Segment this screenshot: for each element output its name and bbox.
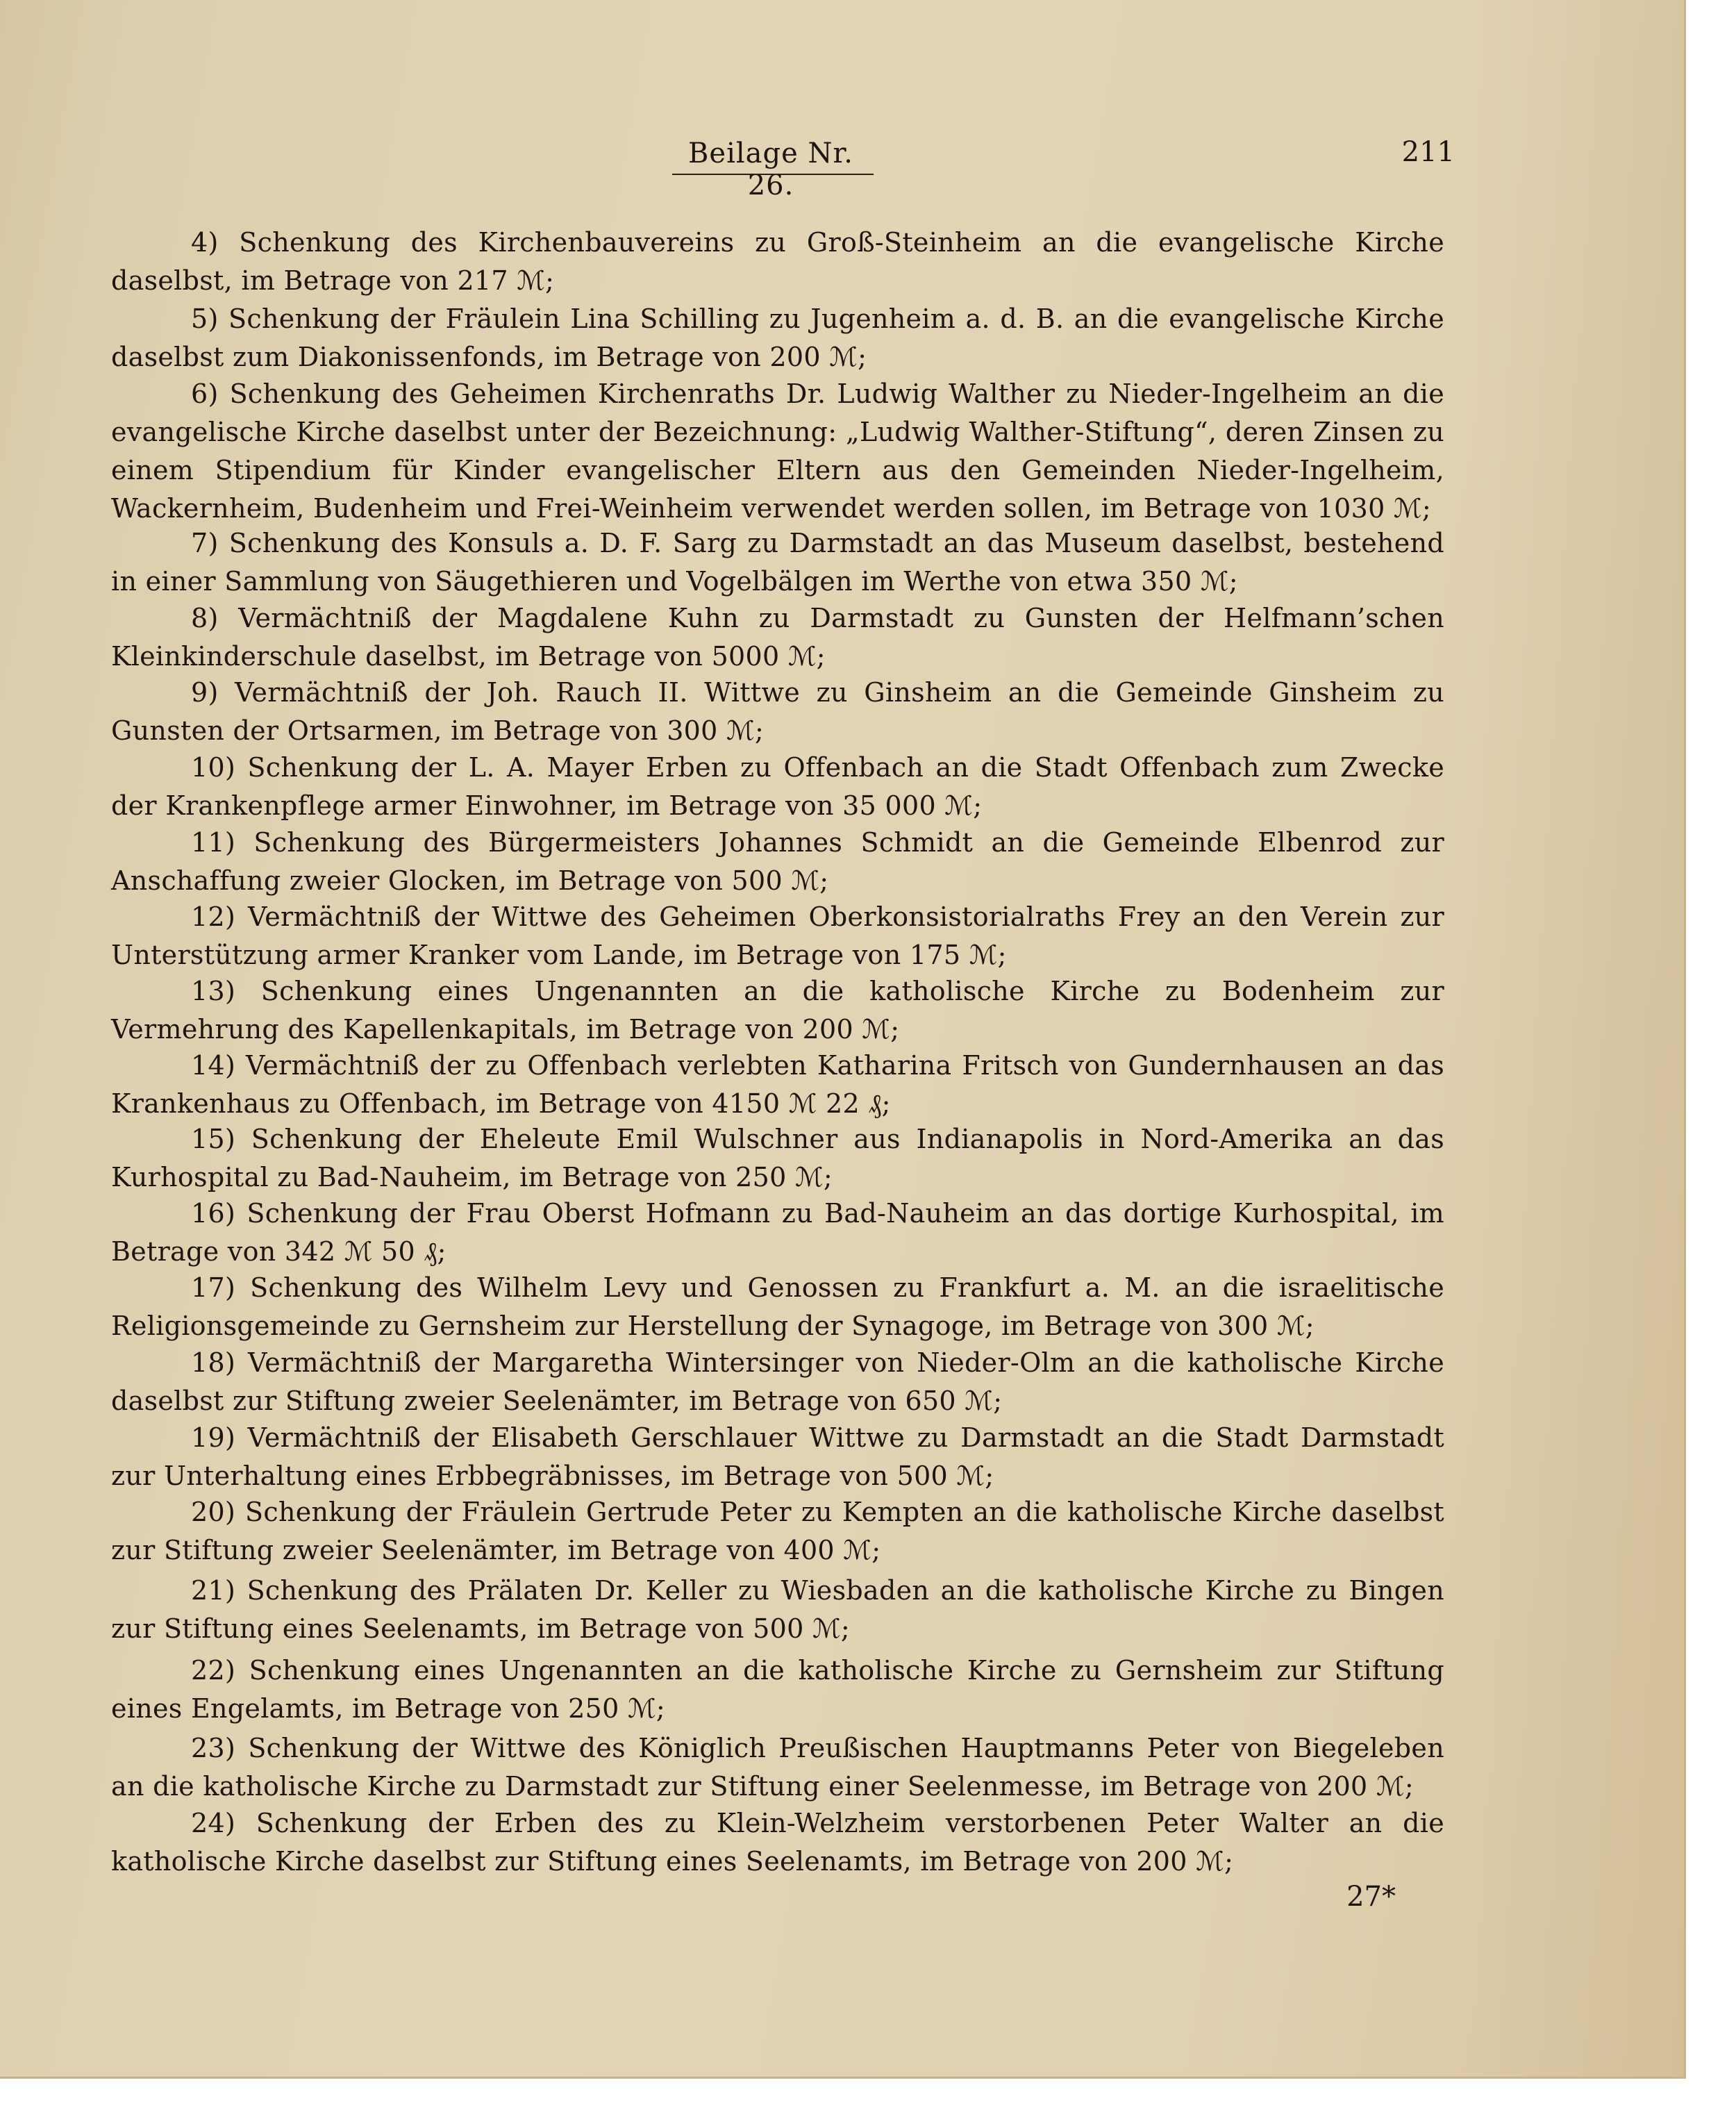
entry-6: 6) Schenkung des Geheimen Kirchenraths Dr. Ludwig Walther zu Nieder-Ingelheim an die evangelische Kirche daselbst unter der Bezeichnung: „Ludwig Walther-Stiftung“, deren Zinsen zu einem Stipendium für Kinder evangelischer Eltern aus den Gemeinden Nieder-Ingelheim, Wackernheim, Budenheim und Frei-Weinheim verwendet werden sollen, im Betrage von 1030 ℳ; [111,379,1444,524]
entry-22: 22) Schenkung eines Ungenannten an die katholische Kirche zu Gernsheim zur Stiftung eines Engelamts, im Betrage von 250 ℳ; [111,1655,1444,1724]
entry-13: 13) Schenkung eines Ungenannten an die katholische Kirche zu Bodenheim zur Vermehrung des Kapellenkapitals, im Betrage von 200 ℳ; [111,976,1444,1045]
entry-8: 8) Vermächtniß der Magdalene Kuhn zu Darmstadt zu Gunsten der Helfmann’schen Kleinkinderschule daselbst, im Betrage von 5000 ℳ; [111,603,1444,672]
entry-10: 10) Schenkung der L. A. Mayer Erben zu Offenbach an die Stadt Offenbach zum Zwecke der Krankenpflege armer Einwohner, im Betrage von 35 000 ℳ; [111,752,1444,821]
entry-7: 7) Schenkung des Konsuls a. D. F. Sarg zu Darmstadt an das Museum daselbst, bestehend in einer Sammlung von Säugethieren und Vogelbälgen im Werthe von etwa 350 ℳ; [111,528,1444,597]
entry-23: 23) Schenkung der Wittwe des Königlich Preußischen Hauptmanns Peter von Biegeleben an die katholische Kirche zu Darmstadt zur Stiftung einer Seelenmesse, im Betrage von 200 ℳ; [111,1733,1444,1802]
header-underline [672,174,874,175]
entry-15: 15) Schenkung der Eheleute Emil Wulschner aus Indianapolis in Nord-Amerika an das Kurhospital zu Bad-Nauheim, im Betrage von 250 ℳ; [111,1124,1444,1192]
entry-16: 16) Schenkung der Frau Oberst Hofmann zu Bad-Nauheim an das dortige Kurhospital, im Betrage von 342 ℳ 50 ₰; [111,1198,1444,1267]
entry-17: 17) Schenkung des Wilhelm Levy und Genossen zu Frankfurt a. M. an die israelitische Religionsgemeinde zu Gernsheim zur Herstellung der Synagoge, im Betrage von 300 ℳ; [111,1272,1444,1341]
page-header-title: Beilage Nr. 26. [688,138,853,201]
entry-19: 19) Vermächtniß der Elisabeth Gerschlauer Wittwe zu Darmstadt an die Stadt Darmstadt zur Unterhaltung eines Erbbegräbnisses, im Betrage von 500 ℳ; [111,1422,1444,1491]
entry-14: 14) Vermächtniß der zu Offenbach verlebten Katharina Fritsch von Gundernhausen an das Krankenhaus zu Offenbach, im Betrage von 4150 ℳ 22 ₰; [111,1050,1444,1119]
entry-24: 24) Schenkung der Erben des zu Klein-Welzheim verstorbenen Peter Walter an die katholische Kirche daselbst zur Stiftung eines Seelenamts, im Betrage von 200 ℳ; [111,1808,1444,1877]
entry-20: 20) Schenkung der Fräulein Gertrude Peter zu Kempten an die katholische Kirche daselbst zur Stiftung zweier Seelenämter, im Betrage von 400 ℳ; [111,1497,1444,1565]
page-edge-shading [1472,0,1684,2077]
entry-18: 18) Vermächtniß der Margaretha Wintersinger von Nieder-Olm an die katholische Kirche daselbst zur Stiftung zweier Seelenämter, im Betrage von 650 ℳ; [111,1347,1444,1416]
entry-4: 4) Schenkung des Kirchenbauvereins zu Groß-Steinheim an die evangelische Kirche daselbst, im Betrage von 217 ℳ; [111,227,1444,296]
entry-21: 21) Schenkung des Prälaten Dr. Keller zu Wiesbaden an die katholische Kirche zu Bingen zur Stiftung eines Seelenamts, im Betrage von 500 ℳ; [111,1575,1444,1644]
signature-mark: 27* [1346,1881,1396,1913]
entry-5: 5) Schenkung der Fräulein Lina Schilling zu Jugenheim a. d. B. an die evangelische Kirche daselbst zum Diakonissenfonds, im Betrage von 200 ℳ; [111,304,1444,372]
page-number: 211 [1401,136,1455,168]
entry-9: 9) Vermächtniß der Joh. Rauch II. Wittwe zu Ginsheim an die Gemeinde Ginsheim zu Gunsten der Ortsarmen, im Betrage von 300 ℳ; [111,677,1444,746]
entry-11: 11) Schenkung des Bürgermeisters Johannes Schmidt an die Gemeinde Elbenrod zur Anschaffung zweier Glocken, im Betrage von 500 ℳ; [111,827,1444,896]
entry-12: 12) Vermächtniß der Wittwe des Geheimen Oberkonsistorialraths Frey an den Verein zur Unterstützung armer Kranker vom Lande, im Betrage von 175 ℳ; [111,901,1444,970]
